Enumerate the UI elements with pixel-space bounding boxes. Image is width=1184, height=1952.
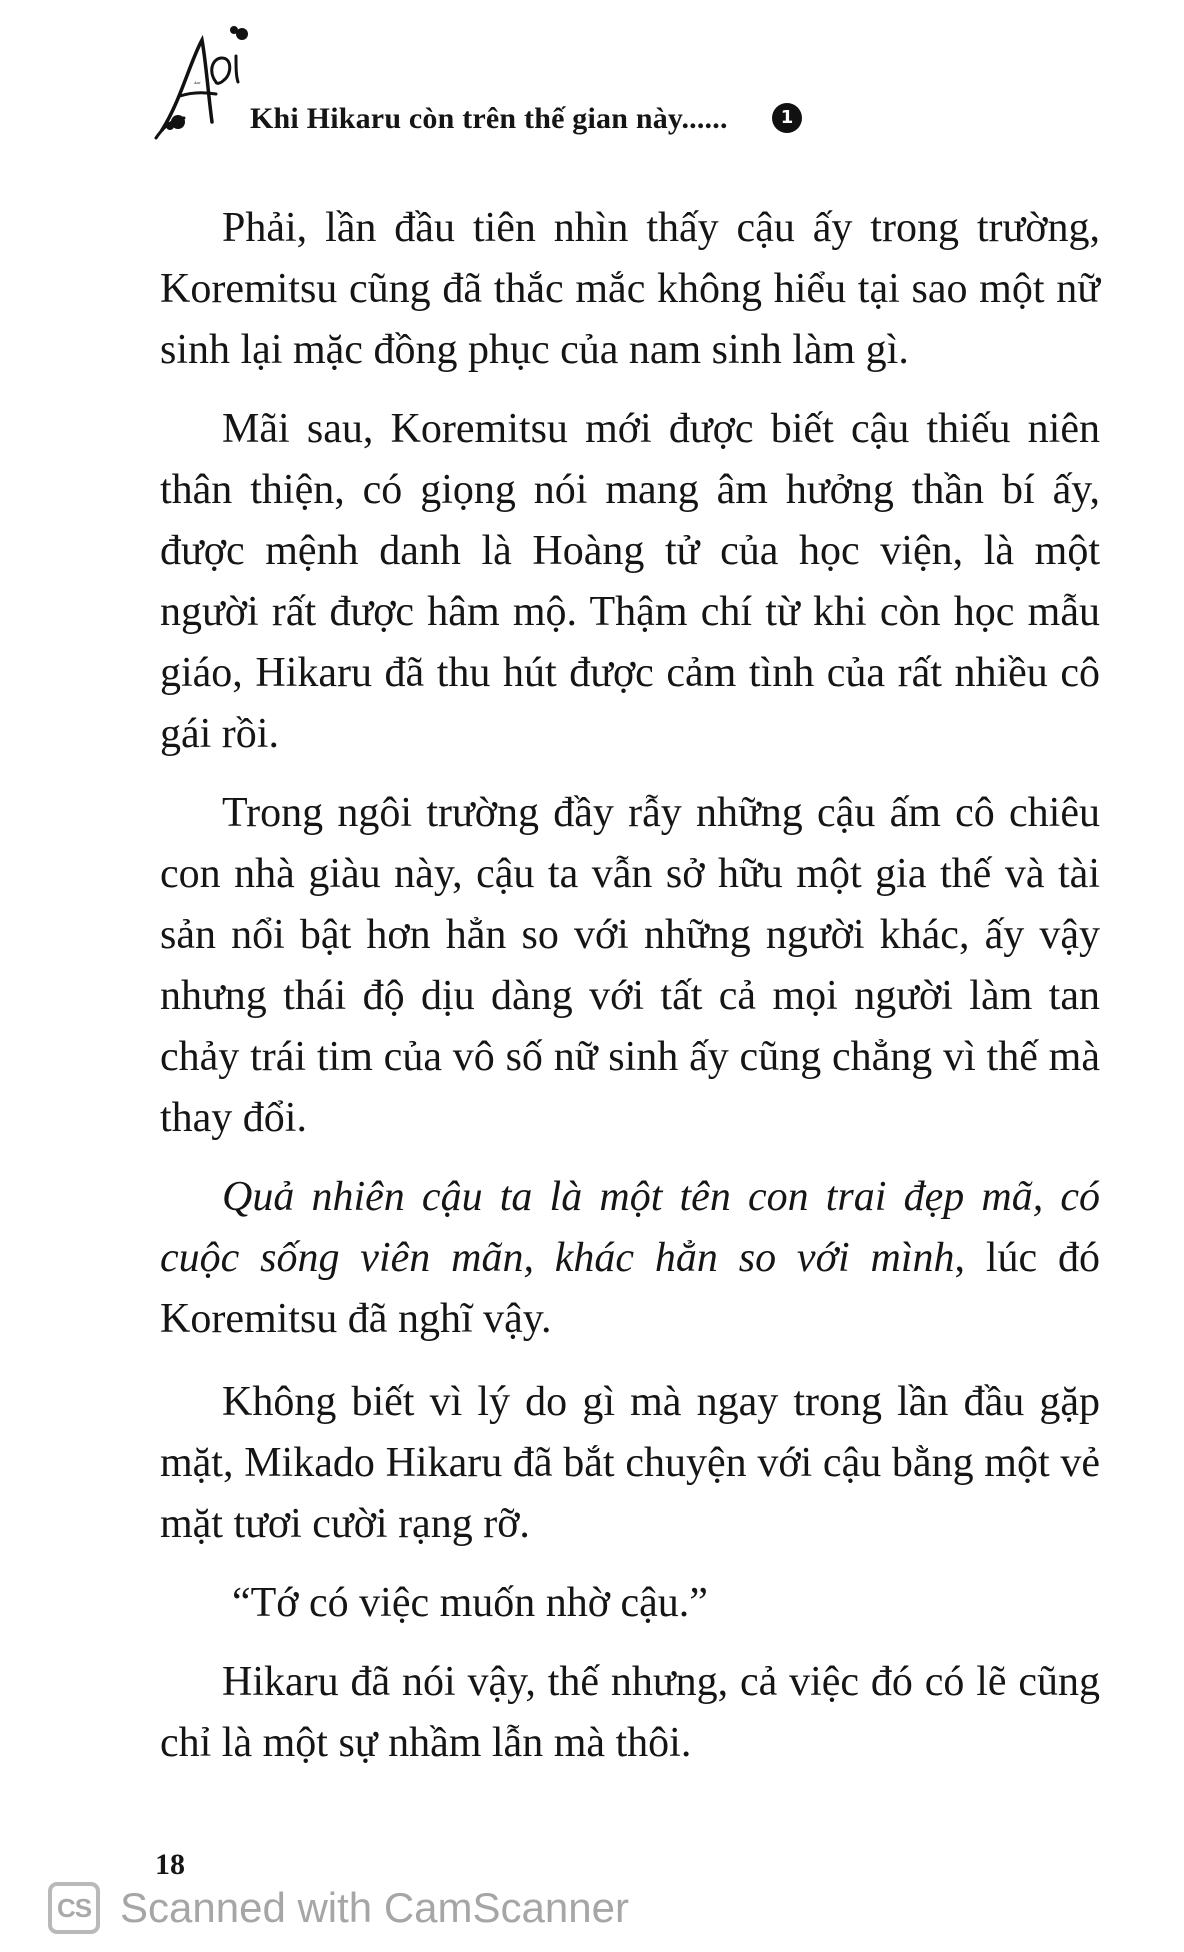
dialogue-line: “Tớ có việc muốn nhờ cậu.” [232,1580,708,1626]
paragraph: Hikaru đã nói vậy, thế nhưng, cả việc đó có lẽ cũng chỉ là một sự nhầm lẫn mà thôi. [160,1659,1100,1766]
thought-tail: , lúc đó Koremitsu đã nghĩ vậy. [160,1235,1101,1342]
camscanner-watermark [48,1880,629,1936]
paragraph: Trong ngôi trường đầy rẫy những cậu ấm cô chiêu con nhà giàu này, cậu ta vẫn sở hữu một gia thế và tài sản nổi bật hơn hẳn so với những người khác, ấy vậy nhưng thái độ dịu dàng với tất cả mọi người làm tan chảy trái tim của vô số nữ sinh ấy cũng chẳng vì thế mà thay đổi. [160,790,1100,1141]
paragraph: Không biết vì lý do gì mà ngay trong lần đầu gặp mặt, Mikado Hikaru đã bắt chuyện với cậu bằng một vẻ mặt tươi cười rạng rỡ. [160,1379,1100,1547]
running-title: Khi Hikaru còn trên thế gian này...... [250,102,728,135]
italic-thought: Quả nhiên cậu ta là một tên con trai đẹp mã, có cuộc sống viên mãn, khác hẳn so với mình [160,1174,1100,1281]
thought-paragraph [160,1167,1100,1350]
paragraph: Mãi sau, Koremitsu mới được biết cậu thiếu niên thân thiện, có giọng nói mang âm hưởng thần bí ấy, được mệnh danh là Hoàng tử của học viện, là một người rất được hâm mộ. Thậm chí từ khi còn học mẫu giáo, Hikaru đã thu hút được cảm tình của rất nhiều cô gái rồi. [160,406,1100,757]
svg-text:Aoi: Aoi [194,80,201,85]
camscanner-logo-icon: CS [48,1882,100,1934]
page-body [160,198,1100,1792]
paragraph: Phải, lần đầu tiên nhìn thấy cậu ấy trong trường, Koremitsu cũng đã thắc mắc không hiểu tại sao một nữ sinh lại mặc đồng phục của nam sinh làm gì. [160,205,1100,373]
page-header [150,22,1050,152]
watermark-text: Scanned with CamScanner [120,1884,629,1931]
volume-badge: 1 [772,103,802,133]
aoi-logo [150,22,260,152]
page-number: 18 [155,1848,185,1881]
